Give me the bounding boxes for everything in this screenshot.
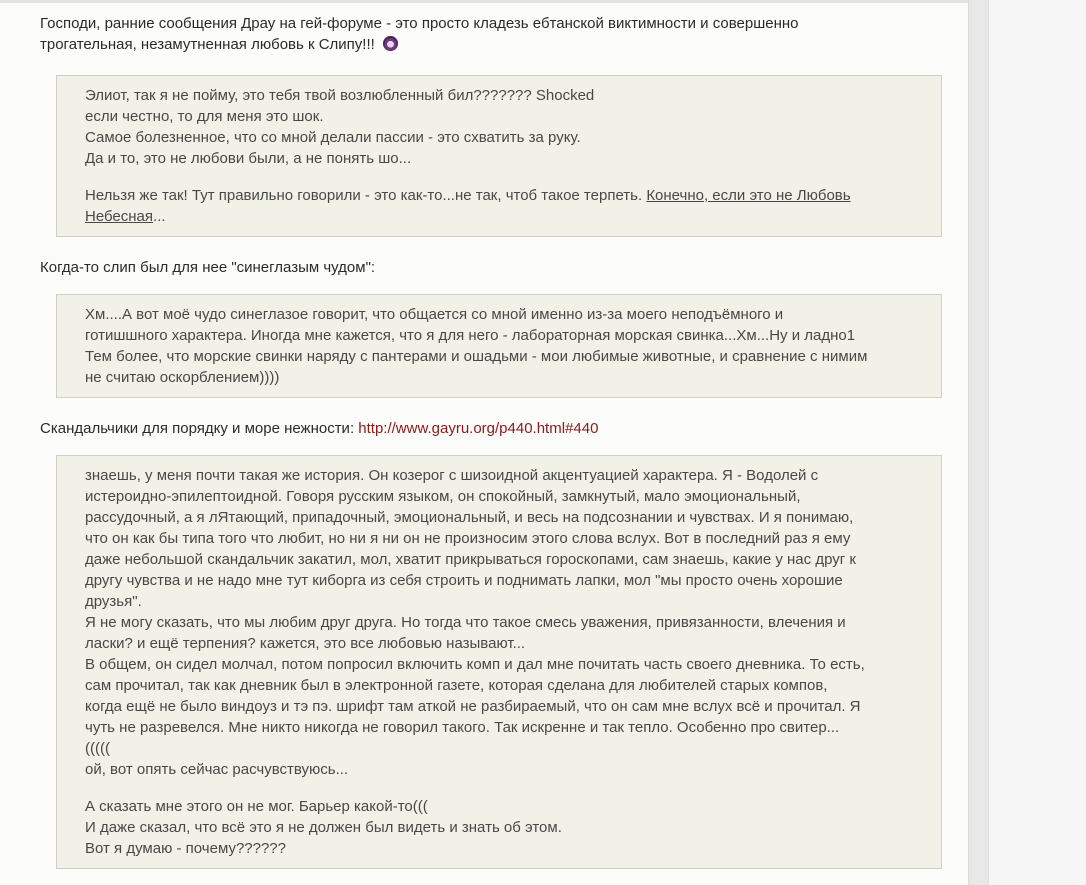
quote3-after-line: И даже сказал, что всё это я не должен был видеть и знать об этом. <box>85 819 562 836</box>
quote2-line-4: не считаю оскорблением)))) <box>85 369 280 386</box>
quote1-line5-tail: ... <box>153 208 166 225</box>
quote1-line-1: Элиот, так я не пойму, это тебя твой возлюбленный бил??????? Shocked <box>85 87 595 104</box>
quote3-after-line: Вот я думаю - почему?????? <box>85 840 286 857</box>
quote1-line-4: Да и то, это не любови были, а не понять шо... <box>85 150 412 167</box>
intro-paragraph <box>40 13 940 55</box>
quote3-line: что он как бы типа того что любит, но ни я ни он не произносим этого слова вслух. Вот в последний раз я ему <box>85 530 851 547</box>
quote1-gap <box>85 169 927 185</box>
quote1-line-3: Самое болезненное, что со мной делали пассии - это схватить за руку. <box>85 129 581 146</box>
quote3-gap <box>85 780 927 796</box>
gayru-link[interactable]: http://www.gayru.org/p440.html#440 <box>358 420 599 437</box>
quote-block-2 <box>56 294 942 398</box>
quote1-inline-link[interactable]: Конечно, если это не Любовь Небесная <box>85 187 851 225</box>
intro-line-2: трогательная, незамутненная любовь к Слипу!!! <box>40 36 375 53</box>
quote3-line: рассудочный, а я лЯтающий, припадочный, эмоциональный, и весь на подсознании и чувствах. И я понимаю, <box>85 509 854 526</box>
top-divider <box>0 0 968 3</box>
quote1-line5-text: Нельзя же так! Тут правильно говорили - это как-то...не так, чтоб такое терпеть. <box>85 187 647 204</box>
quote3-line: другу чувства и не надо мне тут киборга из себя строить и поднимать лапки, мол "мы просто очень хорошие <box>85 572 843 589</box>
quote3-line: сам прочитал, так как дневник был в электронной газете, которая сделана для любителей старых компов, <box>85 677 828 694</box>
quote3-line: даже небольшой скандальчик закатил, мол, хватит прикрываться гороскопами, сам знаешь, какие у нас друг к <box>85 551 856 568</box>
quote3-line: знаешь, у меня почти такая же история. Он козерог с шизоидной акцентуацией характера. Я - Водолей с <box>85 467 819 484</box>
quote2-line-3: Тем более, что морские свинки наряду с пантерами и ошадьми - мои любимые животные, и сравнение с нимим <box>85 348 868 365</box>
quote3-line: ласки? и ещё терпения? кажется, это все любовью называют... <box>85 635 526 652</box>
quote3-line: истероидно-эпилептоидной. Говоря русским языком, он спокойный, замкнутый, мало эмоциональный, <box>85 488 801 505</box>
paragraph-3 <box>40 418 940 439</box>
purple-smiley-icon <box>383 36 398 51</box>
quote3-line: ((((( <box>85 740 110 757</box>
quote3-line: В общем, он сидел молчал, потом попросил включить комп и дал мне почитать часть своего дневника. То есть, <box>85 656 865 673</box>
quote3-line: когда ещё не было виндоуз и тэ пэ. шрифт там аткой не разбираемый, что он сам мне вслух всё и прочитал. Я <box>85 698 861 715</box>
right-margin <box>988 0 1086 885</box>
quote3-after-line: А сказать мне этого он не мог. Барьер какой-то((( <box>85 798 428 815</box>
intro-line-1: Господи, ранние сообщения Драу на гей-форуме - это просто кладезь ебтанской виктимности и совершенно <box>40 15 799 32</box>
quote3-after-text <box>85 796 927 859</box>
quote3-main-text <box>85 465 927 780</box>
paragraph-3-text: Скандальчики для порядку и море нежности: <box>40 420 359 437</box>
post-body <box>40 13 940 883</box>
quote3-line: ой, вот опять сейчас расчувствуюсь... <box>85 761 349 778</box>
quote-block-1 <box>56 75 942 237</box>
quote2-line-2: готишшного характера. Иногда мне кажется, что я для него - лабораторная морская свинка...Хм...Ну и ладно1 <box>85 327 856 344</box>
paragraph-2: Когда-то слип был для нее "синеглазым чудом": <box>40 259 376 276</box>
quote3-line: чуть не разревелся. Мне никто никогда не говорил такого. Так искренне и так тепло. Особенно про свитер... <box>85 719 840 736</box>
quote1-line-5 <box>85 185 927 227</box>
quote3-line: Я не могу сказать, что мы любим друг друга. Но тогда что такое смесь уважения, привязанности, влечения и <box>85 614 846 631</box>
quote1-line-2: если честно, то для меня это шок. <box>85 108 324 125</box>
quote3-line: друзья". <box>85 593 142 610</box>
quote2-line-1: Хм....А вот моё чудо синеглазое говорит, что общается со мной именно из-за моего неподъёмного и <box>85 306 784 323</box>
quote-block-3 <box>56 455 942 869</box>
